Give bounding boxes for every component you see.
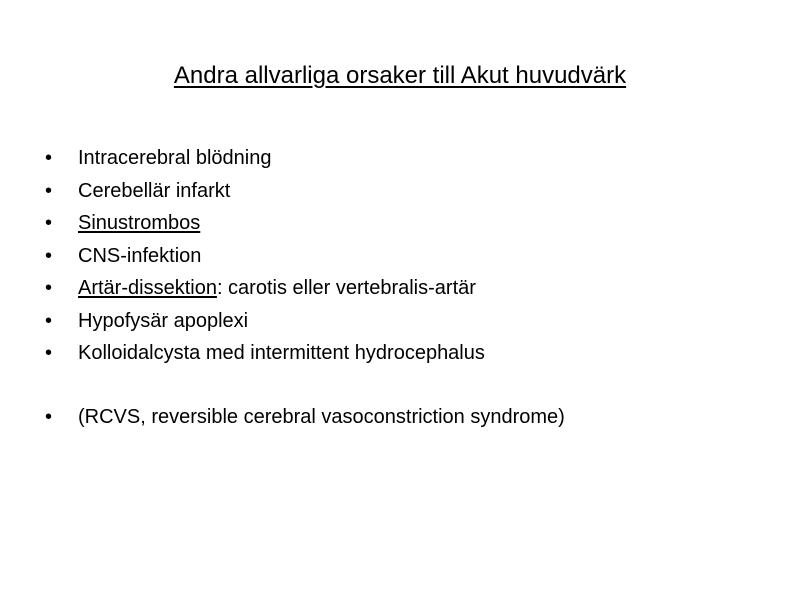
bullet-item <box>0 272 800 305</box>
bullet-dot: • <box>45 147 53 169</box>
bullet-item <box>0 142 800 175</box>
bullet-item <box>0 240 800 273</box>
bullet-text <box>78 207 200 240</box>
bullet-text: CNS-infektion <box>78 244 202 267</box>
slide-title <box>0 60 800 92</box>
bullet-item <box>0 401 800 434</box>
bullet-text: (RCVS, reversible cerebral vasoconstriction syndrome) <box>78 405 565 428</box>
bullet-item <box>0 175 800 208</box>
bullet-text: Cerebellär infarkt <box>78 179 231 202</box>
bullet-list <box>0 142 800 433</box>
bullet-item <box>0 337 800 370</box>
bullet-dot: • <box>45 342 53 364</box>
bullet-dot: • <box>45 405 53 428</box>
slide-title-text: Andra allvarliga orsaker till Akut huvudvärk <box>173 62 627 89</box>
bullet-dot: • <box>45 309 53 332</box>
bullet-dot: • <box>45 179 53 202</box>
bullet-text: Kolloidalcysta med intermittent hydrocephalus <box>78 342 485 364</box>
bullet-dot: • <box>45 277 53 299</box>
bullet-text: Hypofysär apoplexi <box>78 309 249 332</box>
bullet-text: Intracerebral blödning <box>78 147 272 169</box>
bullet-dot: • <box>45 212 53 234</box>
bullet-item <box>0 207 800 240</box>
bullet-dot: • <box>45 244 53 267</box>
bullet-text-suffix: : carotis eller vertebralis-artär <box>216 277 476 299</box>
bullet-item <box>0 305 800 338</box>
sinustrombos-link[interactable]: Sinustrombos <box>78 212 201 234</box>
bullet-text <box>78 272 476 305</box>
list-spacer <box>0 370 800 401</box>
artar-dissektion-link[interactable]: Artär-dissektion <box>78 277 217 299</box>
